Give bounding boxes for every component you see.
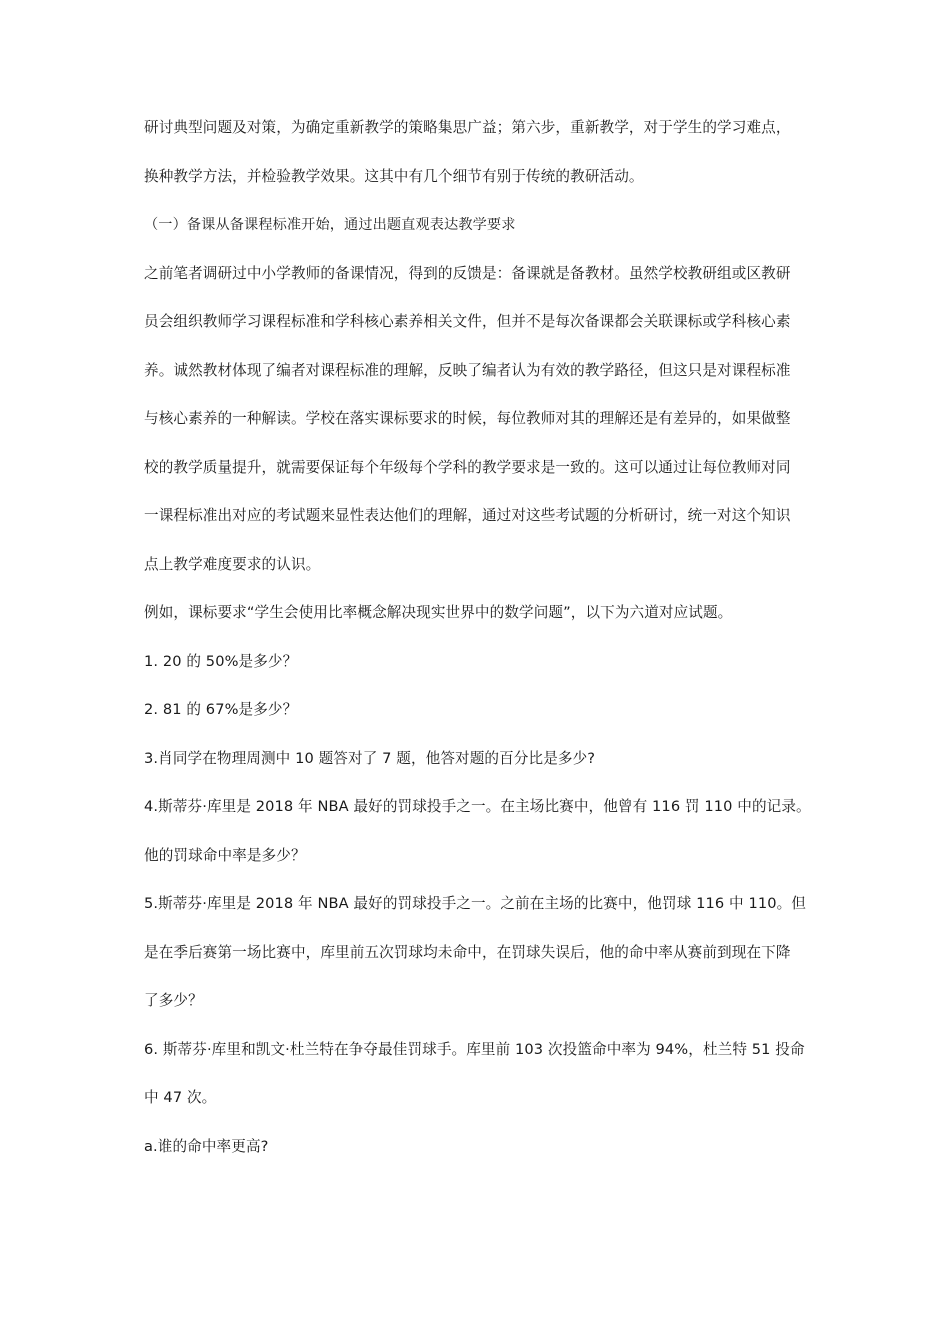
paragraph-line: 例如，课标要求“学生会使用比率概念解决现实世界中的数学问题”，以下为六道对应试题。: [144, 604, 733, 621]
sub-question-item: a.谁的命中率更高?: [144, 1137, 269, 1155]
question-item-continued: 了多少？: [144, 992, 203, 1009]
question-item: 1. 20 的 50%是多少？: [144, 652, 298, 670]
paragraph-line: 与核心素养的一种解读。学校在落实课标要求的时候，每位教师对其的理解还是有差异的，如果做整: [144, 410, 791, 427]
question-item: 3.肖同学在物理周测中 10 题答对了 7 题，他答对题的百分比是多少?: [144, 749, 596, 767]
question-item: 5.斯蒂芬·库里是 2018 年 NBA 最好的罚球投手之一。之前在主场的比赛中，他罚球 116 中 110。但: [144, 895, 806, 912]
paragraph-line: 员会组织教师学习课程标准和学科核心素养相关文件，但并不是每次备课都会关联课标或学科核心素: [144, 313, 791, 330]
question-item-continued: 他的罚球命中率是多少？: [144, 846, 306, 864]
paragraph-line: 校的教学质量提升，就需要保证每个年级每个学科的教学要求是一致的。这可以通过让每位教师对同: [144, 458, 791, 476]
question-item-continued: 中 47 次。: [144, 1089, 217, 1106]
question-item: 6. 斯蒂芬·库里和凯文·杜兰特在争夺最佳罚球手。库里前 103 次投篮命中率为 94%，杜兰特 51 投命: [144, 1040, 805, 1058]
section-heading: （一）备课从备课程标准开始，通过出题直观表达教学要求: [144, 217, 516, 233]
question-item: 4.斯蒂芬·库里是 2018 年 NBA 最好的罚球投手之一。在主场比赛中，他曾有 116 罚 110 中的记录。: [144, 798, 811, 815]
paragraph-line: 之前笔者调研过中小学教师的备课情况，得到的反馈是：备课就是备教材。虽然学校教研组或区教研: [144, 264, 791, 282]
question-item-continued: 是在季后赛第一场比赛中，库里前五次罚球均未命中，在罚球失误后，他的命中率从赛前到现在下降: [144, 943, 791, 961]
paragraph-line: 换种教学方法，并检验教学效果。这其中有几个细节有别于传统的教研活动。: [144, 167, 644, 185]
question-item: 2. 81 的 67%是多少？: [144, 701, 298, 718]
paragraph-line: 一课程标准出对应的考试题来显性表达他们的理解，通过对这些考试题的分析研讨，统一对这个知识: [144, 507, 791, 524]
paragraph-line: 点上教学难度要求的认识。: [144, 555, 321, 573]
paragraph-line: 养。诚然教材体现了编者对课程标准的理解，反映了编者认为有效的教学路径，但这只是对课程标准: [144, 361, 791, 379]
paragraph-line: 研讨典型问题及对策，为确定重新教学的策略集思广益；第六步，重新教学，对于学生的学习难点，: [144, 119, 791, 136]
document-body: [144, 104, 814, 1171]
